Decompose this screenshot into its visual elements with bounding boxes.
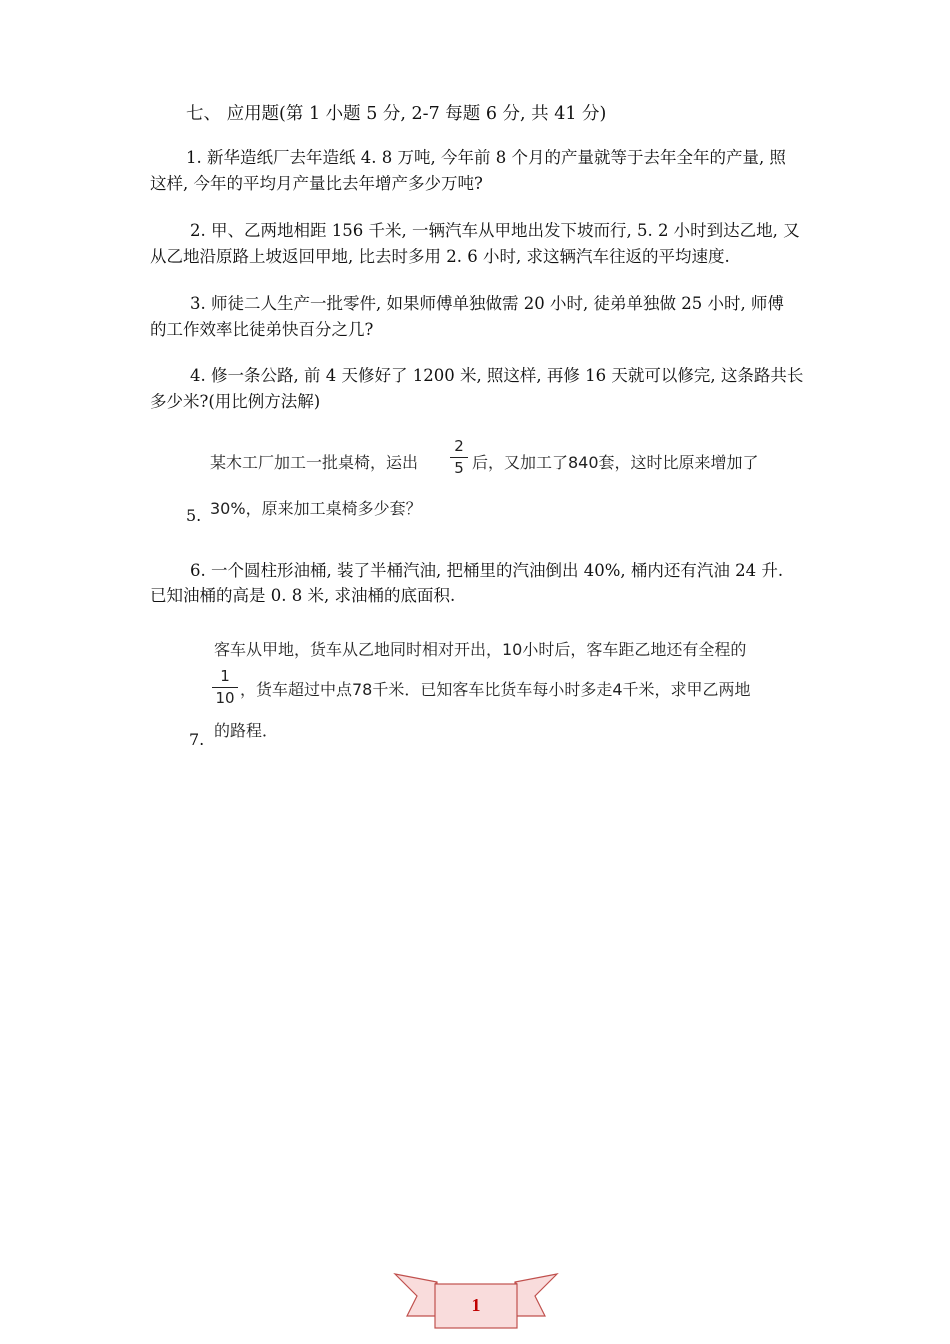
question-5-text-b: 后，又加工了840套，这时比原来增加了 — [472, 453, 759, 472]
question-7-line-2: ，货车超过中点78千米．已知客车比货车每小时多走4千米，求甲乙两地 — [240, 680, 751, 699]
section-heading: 七、 应用题(第 1 小题 5 分, 2-7 每题 6 分, 共 41 分) — [186, 104, 607, 124]
question-1-line-2: 这样, 今年的平均月产量比去年增产多少万吨? — [150, 174, 483, 193]
fraction-bar — [212, 687, 238, 688]
fraction-numerator: 2 — [454, 437, 464, 455]
question-3-line-1: 3. 师徒二人生产一批零件, 如果师傅单独做需 20 小时, 徒弟单独做 25 小时, 师傅 — [190, 294, 784, 313]
question-4-line-1: 4. 修一条公路, 前 4 天修好了 1200 米, 照这样, 再修 16 天就可以修完, 这条路共长 — [190, 366, 804, 385]
fraction-denominator: 5 — [454, 459, 464, 477]
question-7-number: 7. — [189, 730, 205, 749]
question-4-line-2: 多少米?(用比例方法解) — [150, 392, 321, 411]
ribbon-right-tail — [515, 1274, 557, 1316]
question-7-fraction — [212, 667, 238, 708]
question-7-line-3: 的路程． — [214, 721, 279, 740]
question-5-line-2: 30%，原来加工桌椅多少套？ — [210, 499, 422, 518]
question-3-line-2: 的工作效率比徒弟快百分之几? — [150, 320, 374, 339]
fraction-denominator: 10 — [215, 689, 235, 707]
page-number: 1 — [471, 1295, 481, 1315]
question-1-line-1: 1. 新华造纸厂去年造纸 4. 8 万吨, 今年前 8 个月的产量就等于去年全年的产量, 照 — [186, 148, 786, 167]
fraction-bar — [450, 457, 468, 458]
question-6-line-2: 已知油桶的高是 0. 8 米, 求油桶的底面积. — [150, 586, 456, 605]
question-2-line-2: 从乙地沿原路上坡返回甲地, 比去时多用 2. 6 小时, 求这辆汽车往返的平均速度. — [150, 247, 730, 266]
question-7-line-1: 客车从甲地，货车从乙地同时相对开出，10小时后，客车距乙地还有全程的 — [214, 640, 747, 659]
question-6-line-1: 6. 一个圆柱形油桶, 装了半桶汽油, 把桶里的汽油倒出 40%, 桶内还有汽油 24 升. — [190, 561, 784, 580]
question-5-text-a: 某木工厂加工一批桌椅，运出 — [210, 453, 419, 472]
fraction-numerator: 1 — [220, 667, 230, 685]
ribbon-left-tail — [395, 1274, 437, 1316]
question-5-fraction — [450, 437, 468, 478]
question-2-line-1: 2. 甲、乙两地相距 156 千米, 一辆汽车从甲地出发下坡而行, 5. 2 小时到达乙地, 又 — [190, 221, 800, 240]
question-5-number: 5. — [186, 506, 202, 525]
